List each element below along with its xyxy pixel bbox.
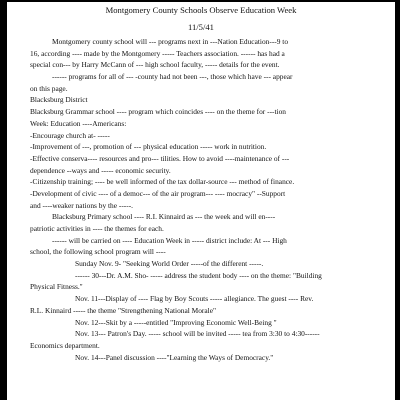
document-line: Economics department.: [30, 340, 100, 350]
document-line: Blacksburg Grammar school ---- program which coincides ---- on the theme for ---tion: [30, 107, 286, 117]
document-body: [30, 36, 373, 363]
document-line: Blacksburg Primary school ---- R.I. Kinnaird as --- the week and will en----: [52, 212, 276, 222]
document-line: Montgomery county school will --- programs next in ---Nation Education---9 to: [52, 37, 289, 46]
document-page: [7, 2, 395, 400]
document-line: -Encourage church at- -----: [30, 130, 110, 140]
document-line: special con--- by Harry McCann of --- high school faculty, ----- details for the event.: [30, 60, 280, 70]
document-line: dependence --ways and ----- economic security.: [30, 165, 171, 175]
document-line: patriotic activities in ---- the themes for each.: [30, 224, 164, 233]
document-line: Nov. 12---Skit by a -----entitled "Improving Economic Well-Being ": [75, 317, 277, 327]
document-line: ------ programs for all of --- -county had not been ---, those which have --- appear: [52, 72, 293, 82]
document-line: Week: Education ----Americans:: [30, 118, 127, 128]
document-line: ------ will be carried on ---- Education Week in ----- district include: At --- High: [52, 235, 287, 245]
document-line: 16, according ---- made by the Montgomery ----- Teachers association. ------ has had a: [30, 48, 285, 58]
document-line: Sunday Nov. 9- "Seeking World Order -----of the different -----.: [75, 259, 264, 269]
document-line: Physical Fitness.": [30, 282, 83, 292]
document-line: Blacksburg District: [30, 95, 88, 105]
document-line: Nov. 14---Panel discussion ----"Learning the Ways of Democracy.": [75, 352, 274, 362]
document-line: -Improvement of ---, promotion of --- physical education ----- work in nutrition.: [30, 142, 267, 152]
document-date: 11/5/41: [188, 22, 214, 32]
document-title: Montgomery County Schools Observe Education Week: [105, 5, 297, 15]
document-line: -Effective conserva---- resources and pro--- tilities. How to avoid ----maintenance of ---: [30, 153, 290, 163]
document-line: -Development of civic ---- of a democ--- of the air program--- ---- mocracy" --Support: [30, 188, 286, 198]
document-line: Nov. 13--- Patron's Day. ----- school will be invited ----- tea from 3:30 to 4:30------: [75, 329, 320, 339]
document-line: -Citizenship training; ---- be well informed of the tax dollar-source --- method of finance.: [30, 177, 295, 187]
document-line: school, the following school program will ----: [30, 247, 166, 257]
document-line: and ----weaker nations by the -----.: [30, 200, 134, 210]
document-line: R.L. Kinnaird ----- the theme "Strengthening National Morale": [30, 305, 217, 315]
document-line: Nov. 11---Display of ---- Flag by Boy Scouts ----- allegiance. The guest ---- Rev.: [75, 294, 314, 304]
document-line: ------ 30---Dr. A.M. Sho- ----- address the student body ---- on the theme: "Building: [75, 270, 322, 280]
document-line: on this page.: [30, 83, 68, 93]
